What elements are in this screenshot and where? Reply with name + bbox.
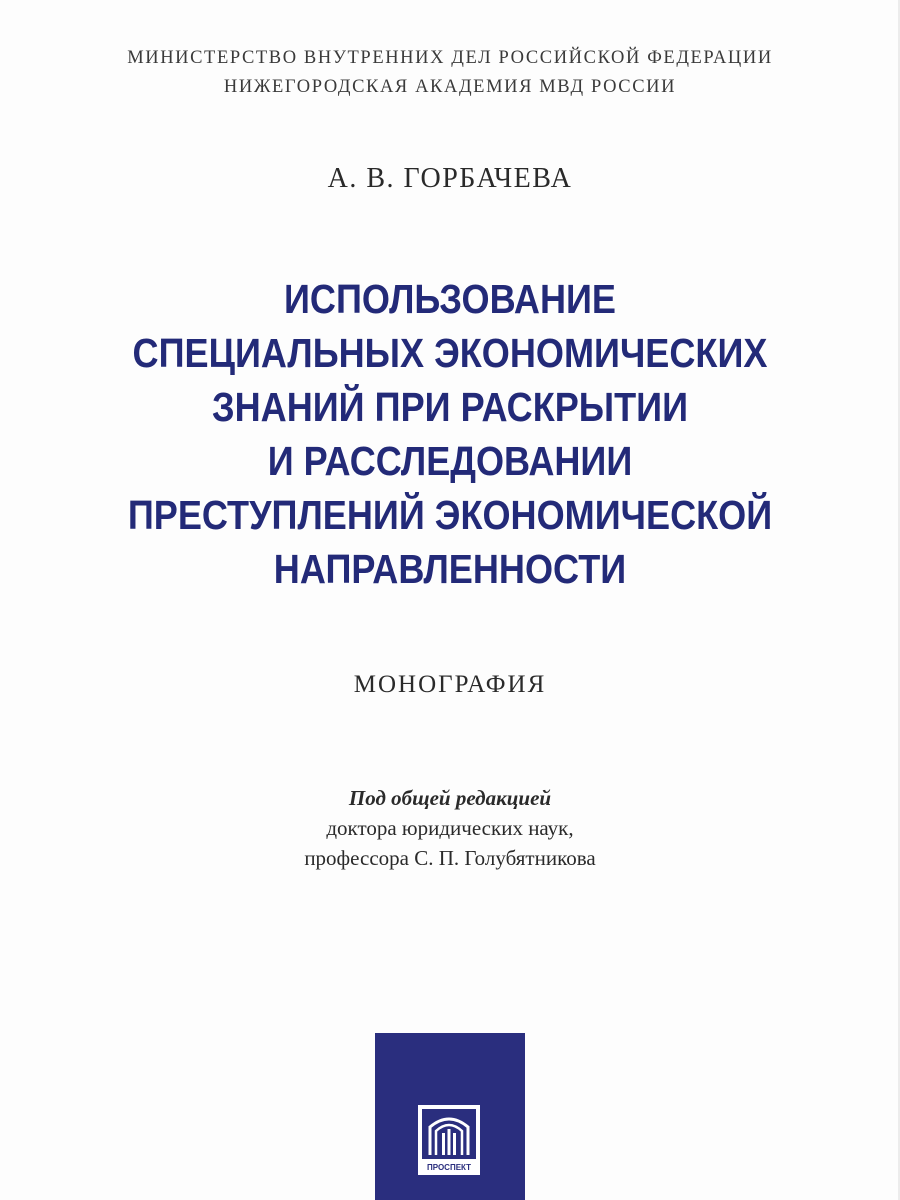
author-name: А. В. ГОРБАЧЕВА bbox=[327, 163, 573, 194]
editor-heading: Под общей редакцией bbox=[348, 786, 552, 810]
title-line: ЗНАНИЙ ПРИ РАСКРЫТИИ bbox=[211, 384, 689, 430]
title-line: НАПРАВЛЕННОСТИ bbox=[273, 546, 627, 592]
organization-header bbox=[0, 44, 900, 102]
title-line: ПРЕСТУПЛЕНИЙ ЭКОНОМИЧЕСКОЙ bbox=[127, 492, 773, 538]
title-line: ИСПОЛЬЗОВАНИЕ bbox=[283, 276, 617, 322]
title-line: СПЕЦИАЛЬНЫХ ЭКОНОМИЧЕСКИХ bbox=[132, 330, 768, 376]
academy-line: НИЖЕГОРОДСКАЯ АКАДЕМИЯ МВД РОССИИ bbox=[223, 77, 677, 97]
editor-name: С. П. Голубятникова bbox=[414, 846, 596, 870]
title-line: И РАССЛЕДОВАНИИ bbox=[267, 438, 633, 484]
publisher-block bbox=[375, 1033, 525, 1200]
editor-title: профессора bbox=[304, 846, 415, 870]
editor-degree: доктора юридических наук, bbox=[326, 816, 574, 840]
genre-label: МОНОГРАФИЯ bbox=[353, 671, 547, 698]
book-title bbox=[54, 272, 846, 596]
ministry-line: МИНИСТЕРСТВО ВНУТРЕННИХ ДЕЛ РОССИЙСКОЙ ФЕДЕРАЦИИ bbox=[127, 48, 773, 68]
editor-credit bbox=[0, 783, 900, 873]
publisher-name: ПРОСПЕКТ bbox=[426, 1163, 472, 1172]
editor-name-line bbox=[0, 843, 900, 873]
prospekt-logo-icon bbox=[418, 1105, 480, 1175]
